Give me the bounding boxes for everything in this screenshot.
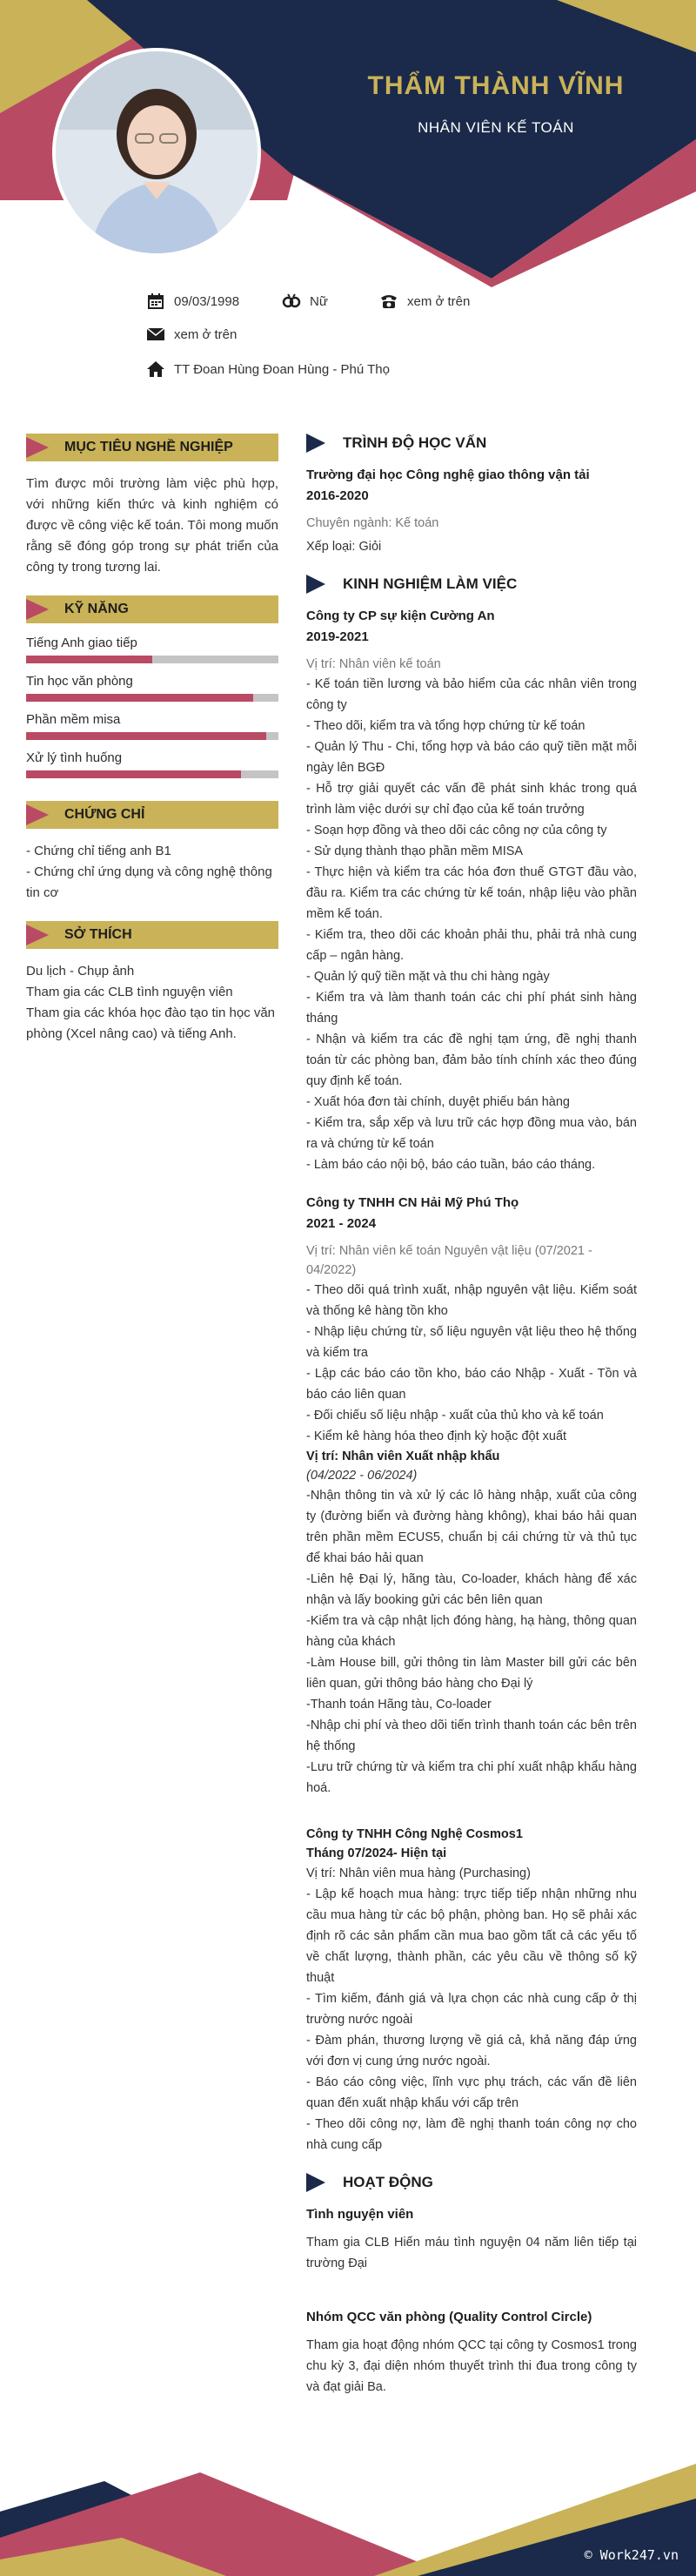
- right-column: [306, 434, 637, 2398]
- duty-line: - Kiểm tra, sắp xếp và lưu trữ các hợp đồng mua vào, bán ra và chứng từ kế toán: [306, 1116, 637, 1151]
- phone-value: xem ở trên: [407, 293, 471, 309]
- job1-duties: [306, 674, 637, 1175]
- heading-marker-icon: [26, 437, 49, 458]
- hobbies-heading: [26, 921, 278, 949]
- home-icon: [146, 360, 165, 379]
- email-row: [146, 325, 237, 344]
- hobby-item: Tham gia các CLB tình nguyện viên: [26, 985, 233, 999]
- cert-item: - Chứng chỉ ứng dụng và công nghệ thông tin cơ: [26, 864, 272, 900]
- certs-heading: [26, 801, 278, 829]
- duty-line: -Nhập chi phí và theo dõi tiến trình thanh toán các bên trên hệ thống: [306, 1718, 637, 1753]
- dob-value: 09/03/1998: [174, 293, 240, 309]
- education-major: Chuyên ngành: Kế toán: [306, 516, 439, 530]
- duty-line: - Kiểm kê hàng hóa theo định kỳ hoặc đột xuất: [306, 1429, 567, 1443]
- duty-line: - Kiểm tra và làm thanh toán các chi phí phát sinh hàng tháng: [306, 991, 637, 1026]
- duty-line: - Kế toán tiền lương và bảo hiểm của các nhân viên trong công ty: [306, 677, 637, 712]
- activities-heading-text: HOẠT ĐỘNG: [343, 2174, 433, 2190]
- job-title: NHÂN VIÊN KẾ TOÁN: [418, 119, 574, 136]
- candidate-name: THẨM THÀNH VĨNH: [367, 71, 625, 100]
- gender-icon: [282, 292, 301, 311]
- skill-bar-fill: [26, 694, 253, 702]
- school-years: 2016-2020: [306, 488, 369, 503]
- education-heading: [306, 434, 637, 453]
- duty-line: -Kiểm tra và cập nhật lịch đóng hàng, hạ hàng, thông quan hàng của khách: [306, 1614, 637, 1649]
- duty-line: - Làm báo cáo nội bộ, báo cáo tuần, báo cáo tháng.: [306, 1158, 596, 1172]
- duty-line: - Đối chiếu số liệu nhập - xuất của thủ kho và kế toán: [306, 1409, 604, 1423]
- job2-position: Vị trí: Nhân viên kế toán Nguyên vật liệu (07/2021 - 04/2022): [306, 1244, 592, 1277]
- email-value: xem ở trên: [174, 326, 238, 342]
- phone-row: [379, 292, 470, 311]
- activity1-text: Tham gia CLB Hiến máu tình nguyện 04 năm liên tiếp tại trường Đại: [306, 2236, 637, 2270]
- experience-heading: [306, 575, 637, 594]
- duty-line: - Quản lý quỹ tiền mặt và thu chi hàng ngày: [306, 970, 550, 984]
- duty-line: - Đàm phán, thương lượng về giá cả, khả năng đáp ứng với đơn vị cung ứng nước ngoài.: [306, 2034, 637, 2068]
- heading-marker-icon: [26, 599, 49, 620]
- job3-period: Tháng 07/2024- Hiện tại: [306, 1846, 447, 1860]
- duty-line: -Liên hệ Đại lý, hãng tàu, Co-loader, khách hàng để xác nhận và lấy booking gửi các bên liên quan: [306, 1572, 637, 1607]
- left-column: [26, 434, 278, 1045]
- hobby-item: Du lịch - Chụp ảnh: [26, 964, 135, 979]
- duty-line: - Xuất hóa đơn tài chính, duyệt phiếu bán hàng: [306, 1095, 570, 1109]
- objective-heading-text: MỤC TIÊU NGHỀ NGHIỆP: [64, 440, 233, 454]
- skill-bar: [26, 770, 278, 778]
- skill-bar-fill: [26, 770, 241, 778]
- skill-bar: [26, 656, 278, 663]
- duty-line: - Tìm kiếm, đánh giá và lựa chọn các nhà cung cấp ở thị trường nước ngoài: [306, 1992, 637, 2027]
- heading-marker-icon: [26, 804, 49, 825]
- activity2-text: Tham gia hoạt động nhóm QCC tại công ty Cosmos1 trong chu kỳ 3, đại diện nhóm thuyết trình thi đua trong công ty và đạt giải Ba.: [306, 2338, 637, 2394]
- objective-heading: [26, 434, 278, 461]
- duty-line: -Nhận thông tin và xử lý các lô hàng nhập, xuất của công ty (đường biển và đường hàng không), khai báo hải quan trên phần mềm ECUS5, chuẩn bị cái chứng từ và thủ tục để khai báo hải quan: [306, 1489, 637, 1565]
- job3-company: Công ty TNHH Công Nghệ Cosmos1: [306, 1827, 523, 1841]
- duty-line: - Báo cáo công việc, lĩnh vực phụ trách, các vấn đề liên quan đến xuất nhập khẩu với cấp trên: [306, 2075, 637, 2110]
- duty-line: - Nhập liệu chứng từ, số liệu nguyên vật liệu theo hệ thống và kiểm tra: [306, 1325, 637, 1360]
- duty-line: - Quản lý Thu - Chi, tổng hợp và báo cáo quỹ tiền mặt mỗi ngày lên BGĐ: [306, 740, 637, 775]
- duty-line: -Thanh toán Hãng tàu, Co-loader: [306, 1698, 492, 1712]
- email-icon: [146, 325, 165, 344]
- job2-duties: [306, 1280, 637, 1447]
- heading-marker-icon: [26, 925, 49, 945]
- skill-bar: [26, 694, 278, 702]
- duty-line: - Nhận và kiểm tra các đề nghị tạm ứng, đề nghị thanh toán từ các phòng ban, đảm bảo tính chính xác theo đúng quy định kế toán.: [306, 1032, 637, 1088]
- education-rank: Xếp loại: Giỏi: [306, 540, 382, 554]
- job1-company: Công ty CP sự kiện Cường An: [306, 609, 495, 623]
- duty-line: - Lập các báo cáo tồn kho, báo cáo Nhập - Xuất - Tồn và báo cáo liên quan: [306, 1367, 637, 1402]
- job2-duties2: [306, 1485, 637, 1799]
- skill-bar: [26, 732, 278, 740]
- duty-line: - Soạn hợp đồng và theo dõi các công nợ của công ty: [306, 824, 607, 837]
- job2-period2: (04/2022 - 06/2024): [306, 1469, 418, 1483]
- gender-value: Nữ: [310, 293, 328, 309]
- job3-position: Vị trí: Nhân viên mua hàng (Purchasing): [306, 1866, 531, 1880]
- phone-icon: [379, 292, 398, 311]
- duty-line: - Hỗ trợ giải quyết các vấn đề phát sinh khác trong quá trình làm việc dưới sự chỉ đạo của kế toán trưởng: [306, 782, 637, 817]
- heading-marker-icon: [306, 434, 325, 453]
- calendar-icon: [146, 292, 165, 311]
- skill-name: Phần mềm misa: [26, 712, 121, 727]
- gender-row: [282, 292, 328, 311]
- cert-item: - Chứng chỉ tiếng anh B1: [26, 844, 171, 858]
- skills-heading-text: KỸ NĂNG: [64, 602, 129, 616]
- duty-line: - Theo dõi công nợ, làm đề nghị thanh toán công nợ cho nhà cung cấp: [306, 2117, 637, 2152]
- skill-name: Tin học văn phòng: [26, 674, 133, 689]
- watermark: © Work247.vn: [584, 2547, 679, 2563]
- job1-position: Vị trí: Nhân viên kế toán: [306, 657, 441, 671]
- skill-bar-fill: [26, 656, 152, 663]
- dob-row: [146, 292, 239, 311]
- experience-heading-text: KINH NGHIỆM LÀM VIỆC: [343, 575, 518, 592]
- duty-line: - Lập kế hoạch mua hàng: trực tiếp tiếp nhận những nhu cầu mua hàng từ các bộ phận, phòng ban. Họ sẽ phải xác định rõ các sản phẩm cần mua bao gồm tất cả các yếu tố về chất lượng, thành phần, các yêu cầu về thông số kỹ thuật: [306, 1887, 637, 1985]
- skills-heading: [26, 595, 278, 623]
- job1-years: 2019-2021: [306, 629, 369, 644]
- job2-position2: Vị trí: Nhân viên Xuất nhập khẩu: [306, 1449, 500, 1463]
- duty-line: - Theo dõi, kiểm tra và tổng hợp chứng từ kế toán: [306, 719, 586, 733]
- duty-line: - Thực hiện và kiểm tra các hóa đơn thuế GTGT đầu vào, đầu ra. Kiểm tra các chứng từ kế toán, nhập liệu vào phần mềm kế toán.: [306, 865, 637, 921]
- heading-marker-icon: [306, 575, 325, 594]
- address-row: [146, 360, 390, 379]
- skill-bar-fill: [26, 732, 266, 740]
- activities-heading: [306, 2173, 637, 2192]
- heading-marker-icon: [306, 2173, 325, 2192]
- avatar: [52, 48, 261, 257]
- certs-heading-text: CHỨNG CHỈ: [64, 807, 145, 822]
- job2-company: Công ty TNHH CN Hải Mỹ Phú Thọ: [306, 1195, 519, 1210]
- duty-line: - Theo dõi quá trình xuất, nhập nguyên vật liệu. Kiểm soát và thống kê hàng tồn kho: [306, 1283, 637, 1318]
- activity1-title: Tình nguyện viên: [306, 2207, 414, 2222]
- skill-name: Xử lý tình huống: [26, 750, 123, 765]
- objective-text: Tìm được môi trường làm việc phù hợp, với những kiến thức và kinh nghiệm có được về công việc kế toán. Tôi mong muốn rằng sẽ đóng góp trong sự phát triển của công ty trong tương lai.: [26, 476, 278, 575]
- hobby-item: Tham gia các khóa học đào tạo tin học văn phòng (Xcel nâng cao) và tiếng Anh.: [26, 1006, 276, 1041]
- hobbies-heading-text: SỞ THÍCH: [64, 927, 132, 942]
- job3-duties: [306, 1884, 637, 2156]
- duty-line: - Kiểm tra, theo dõi các khoản phải thu, phải trả nhà cung cấp – ngân hàng.: [306, 928, 637, 963]
- skill-name: Tiếng Anh giao tiếp: [26, 636, 137, 650]
- job2-years: 2021 - 2024: [306, 1216, 377, 1231]
- duty-line: - Sử dụng thành thạo phần mềm MISA: [306, 844, 524, 858]
- skills-list: [26, 636, 278, 778]
- address-value: TT Đoan Hùng Đoan Hùng - Phú Thọ: [174, 361, 390, 377]
- education-heading-text: TRÌNH ĐỘ HỌC VẤN: [343, 434, 487, 451]
- duty-line: -Làm House bill, gửi thông tin làm Master bill gửi các bên liên quan, gửi thông báo hàng cho Đại lý: [306, 1656, 637, 1691]
- activity2-title: Nhóm QCC văn phòng (Quality Control Circle): [306, 2310, 592, 2324]
- school-name: Trường đại học Công nghệ giao thông vận tải: [306, 467, 590, 482]
- duty-line: -Lưu trữ chứng từ và kiểm tra chi phí xuất nhập khẩu hàng hoá.: [306, 1760, 637, 1795]
